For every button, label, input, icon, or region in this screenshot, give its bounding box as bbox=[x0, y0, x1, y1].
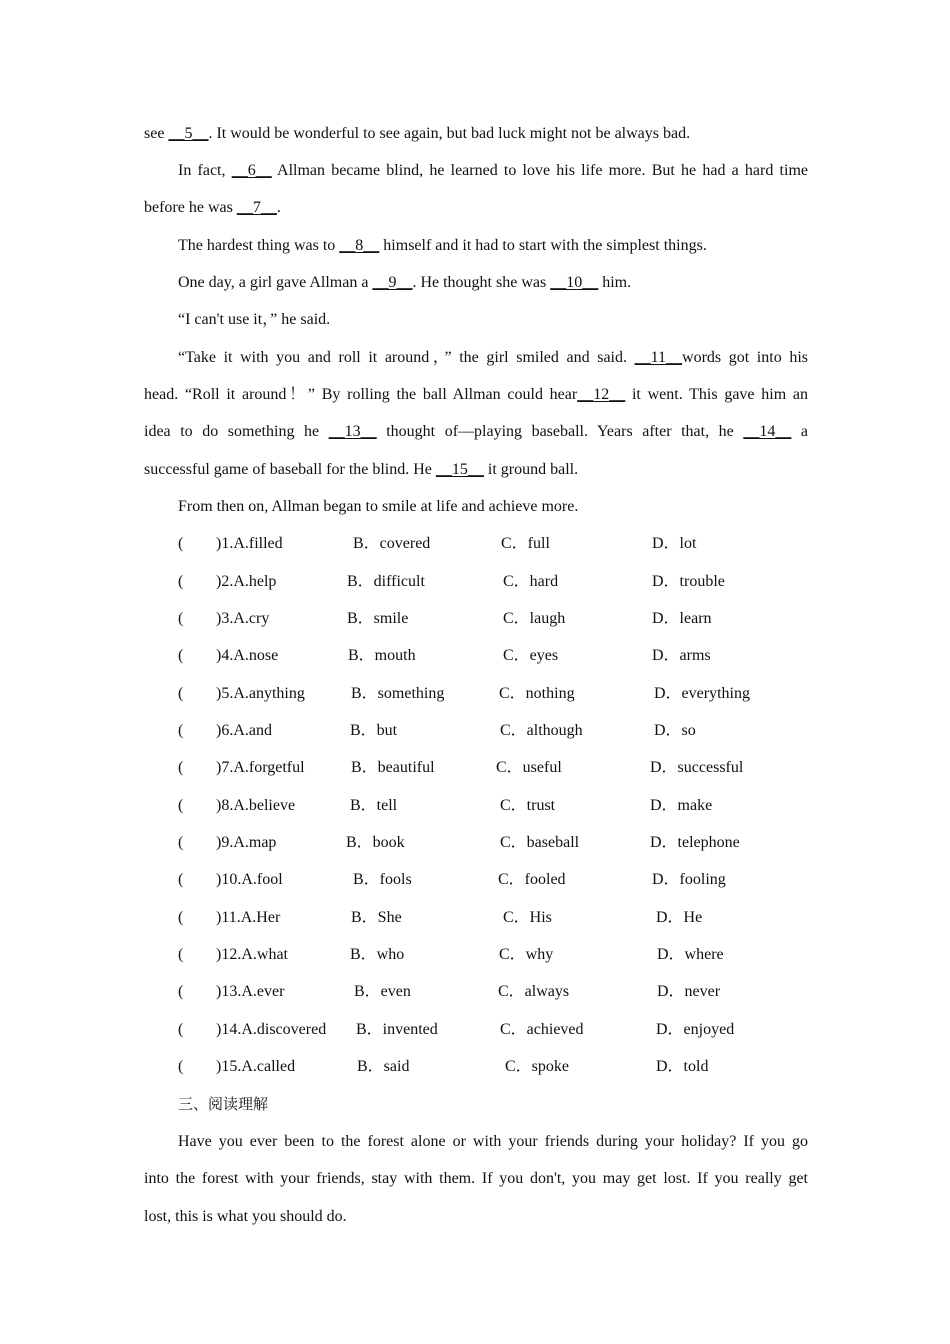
option-a: )8.A.believe bbox=[216, 797, 296, 814]
option-c: C．fooled bbox=[498, 871, 566, 888]
section-heading: 三、阅读理解 bbox=[178, 1095, 269, 1113]
passage-text: The hardest thing was to bbox=[178, 237, 340, 254]
blank-11: __11__ bbox=[634, 349, 683, 366]
answer-paren: ( bbox=[178, 535, 184, 552]
passage-line bbox=[178, 271, 808, 295]
option-a: )13.A.ever bbox=[216, 983, 285, 1000]
passage-line bbox=[178, 159, 808, 183]
option-a: )6.A.and bbox=[216, 722, 272, 739]
option-d: D．trouble bbox=[652, 573, 725, 590]
option-a: )10.A.fool bbox=[216, 871, 283, 888]
option-c: C．full bbox=[501, 535, 550, 552]
option-c: C．spoke bbox=[505, 1058, 570, 1075]
answer-paren: ( bbox=[178, 871, 184, 888]
question-row bbox=[0, 1055, 950, 1079]
option-d: D．fooling bbox=[652, 871, 726, 888]
question-row bbox=[0, 943, 950, 967]
blank-5: __5__ bbox=[168, 125, 209, 142]
passage-line bbox=[144, 122, 808, 146]
question-row bbox=[0, 682, 950, 706]
option-c: C．trust bbox=[500, 797, 556, 814]
question-row bbox=[0, 1018, 950, 1042]
reading-line: lost, this is what you should do. bbox=[144, 1208, 347, 1225]
answer-paren: ( bbox=[178, 834, 184, 851]
passage-line bbox=[178, 495, 808, 519]
passage-text: “I can't use it，” he said. bbox=[178, 311, 331, 328]
passage-line bbox=[144, 196, 808, 220]
blank-7: __7__ bbox=[236, 199, 277, 216]
answer-paren: ( bbox=[178, 647, 184, 664]
question-row bbox=[0, 831, 950, 855]
question-row bbox=[0, 532, 950, 556]
question-row bbox=[0, 719, 950, 743]
option-c: C．nothing bbox=[499, 685, 575, 702]
reading-line: Have you ever been to the forest alone or with your friends during your holiday? If you go bbox=[178, 1133, 808, 1150]
option-a: )4.A.nose bbox=[216, 647, 279, 664]
question-row bbox=[0, 868, 950, 892]
passage-text: thought of—playing baseball. Years after that, he bbox=[376, 423, 744, 440]
option-d: D．arms bbox=[652, 647, 711, 664]
option-c: C．always bbox=[498, 983, 570, 1000]
question-row bbox=[0, 644, 950, 668]
option-b: B．book bbox=[346, 834, 405, 851]
option-c: C．why bbox=[499, 946, 554, 963]
option-b: B．but bbox=[350, 722, 398, 739]
option-b: B．invented bbox=[356, 1021, 438, 1038]
option-d: D．where bbox=[657, 946, 724, 963]
question-row bbox=[0, 756, 950, 780]
option-d: D．everything bbox=[654, 685, 750, 702]
option-d: D．lot bbox=[652, 535, 697, 552]
answer-paren: ( bbox=[178, 722, 184, 739]
option-c: C．hard bbox=[503, 573, 559, 590]
option-b: B．who bbox=[350, 946, 405, 963]
passage-line bbox=[144, 458, 808, 482]
option-b: B．mouth bbox=[348, 647, 416, 664]
option-c: C．laugh bbox=[503, 610, 566, 627]
option-a: )11.A.Her bbox=[216, 909, 281, 926]
question-row bbox=[0, 906, 950, 930]
option-b: B．smile bbox=[347, 610, 409, 627]
passage-text: Allman became blind, he learned to love his life more. But he had a hard time bbox=[271, 162, 808, 179]
passage-text: him. bbox=[598, 274, 632, 291]
option-a: )15.A.called bbox=[216, 1058, 296, 1075]
passage-text: it ground ball. bbox=[483, 461, 579, 478]
option-c: C．achieved bbox=[500, 1021, 584, 1038]
passage-line bbox=[178, 308, 808, 332]
passage-text: words got into his bbox=[682, 349, 808, 366]
blank-9: __9__ bbox=[372, 274, 413, 291]
answer-paren: ( bbox=[178, 610, 184, 627]
option-d: D．successful bbox=[650, 759, 744, 776]
answer-paren: ( bbox=[178, 797, 184, 814]
passage-line bbox=[178, 234, 808, 258]
passage-text: a bbox=[791, 423, 808, 440]
option-d: D．learn bbox=[652, 610, 712, 627]
passage-text: From then on, Allman began to smile at life and achieve more. bbox=[178, 498, 579, 515]
passage-text: . It would be wonderful to see again, but bad luck might not be always bad. bbox=[208, 125, 691, 142]
option-c: C．eyes bbox=[503, 647, 559, 664]
question-row bbox=[0, 570, 950, 594]
blank-6: __6__ bbox=[231, 162, 272, 179]
option-c: C．baseball bbox=[500, 834, 580, 851]
passage-text: In fact, bbox=[178, 162, 232, 179]
blank-14: __14__ bbox=[743, 423, 792, 440]
option-d: D．telephone bbox=[650, 834, 740, 851]
option-d: D．He bbox=[656, 909, 703, 926]
blank-15: __15__ bbox=[435, 461, 484, 478]
answer-paren: ( bbox=[178, 759, 184, 776]
answer-paren: ( bbox=[178, 946, 184, 963]
option-a: )9.A.map bbox=[216, 834, 277, 851]
option-b: B．She bbox=[351, 909, 402, 926]
blank-8: __8__ bbox=[339, 237, 380, 254]
option-b: B．difficult bbox=[347, 573, 425, 590]
option-b: B．covered bbox=[353, 535, 431, 552]
passage-text: himself and it had to start with the simplest things. bbox=[379, 237, 707, 254]
option-a: )14.A.discovered bbox=[216, 1021, 327, 1038]
option-a: )5.A.anything bbox=[216, 685, 305, 702]
blank-13: __13__ bbox=[328, 423, 377, 440]
blank-10: __10__ bbox=[550, 274, 599, 291]
question-row bbox=[0, 980, 950, 1004]
option-d: D．never bbox=[657, 983, 721, 1000]
passage-text: . He thought she was bbox=[412, 274, 551, 291]
answer-paren: ( bbox=[178, 1021, 184, 1038]
passage-line bbox=[144, 383, 808, 407]
passage-line bbox=[178, 346, 808, 370]
answer-paren: ( bbox=[178, 685, 184, 702]
option-b: B．beautiful bbox=[351, 759, 435, 776]
option-c: C．although bbox=[500, 722, 583, 739]
passage-text: it went. This gave him an bbox=[625, 386, 808, 403]
blank-12: __12__ bbox=[577, 386, 626, 403]
reading-line: into the forest with your friends, stay with them. If you don't, you may get lost. If you really get bbox=[144, 1170, 808, 1187]
answer-paren: ( bbox=[178, 573, 184, 590]
option-d: D．make bbox=[650, 797, 713, 814]
option-a: )7.A.forgetful bbox=[216, 759, 305, 776]
option-b: B．said bbox=[357, 1058, 410, 1075]
option-a: )1.A.filled bbox=[216, 535, 283, 552]
passage-line bbox=[144, 420, 808, 444]
option-a: )3.A.cry bbox=[216, 610, 270, 627]
passage-text: before he was bbox=[144, 199, 237, 216]
passage-text: see bbox=[144, 125, 169, 142]
passage-text: . bbox=[276, 199, 281, 216]
passage-text: idea to do something he bbox=[144, 423, 329, 440]
answer-paren: ( bbox=[178, 983, 184, 1000]
option-d: D．enjoyed bbox=[656, 1021, 735, 1038]
passage-text: “Take it with you and roll it around，” the girl smiled and said. bbox=[178, 349, 635, 366]
option-c: C．His bbox=[503, 909, 552, 926]
option-d: D．so bbox=[654, 722, 696, 739]
option-b: B．something bbox=[351, 685, 445, 702]
question-row bbox=[0, 607, 950, 631]
question-row bbox=[0, 794, 950, 818]
option-d: D．told bbox=[656, 1058, 709, 1075]
option-a: )2.A.help bbox=[216, 573, 277, 590]
answer-paren: ( bbox=[178, 1058, 184, 1075]
passage-text: successful game of baseball for the blind. He bbox=[144, 461, 436, 478]
option-a: )12.A.what bbox=[216, 946, 288, 963]
option-b: B．tell bbox=[350, 797, 398, 814]
option-c: C．useful bbox=[496, 759, 562, 776]
option-b: B．fools bbox=[353, 871, 412, 888]
answer-paren: ( bbox=[178, 909, 184, 926]
passage-text: One day, a girl gave Allman a bbox=[178, 274, 373, 291]
option-b: B．even bbox=[354, 983, 411, 1000]
passage-text: head. “Roll it around！” By rolling the ball Allman could hear bbox=[144, 386, 578, 403]
